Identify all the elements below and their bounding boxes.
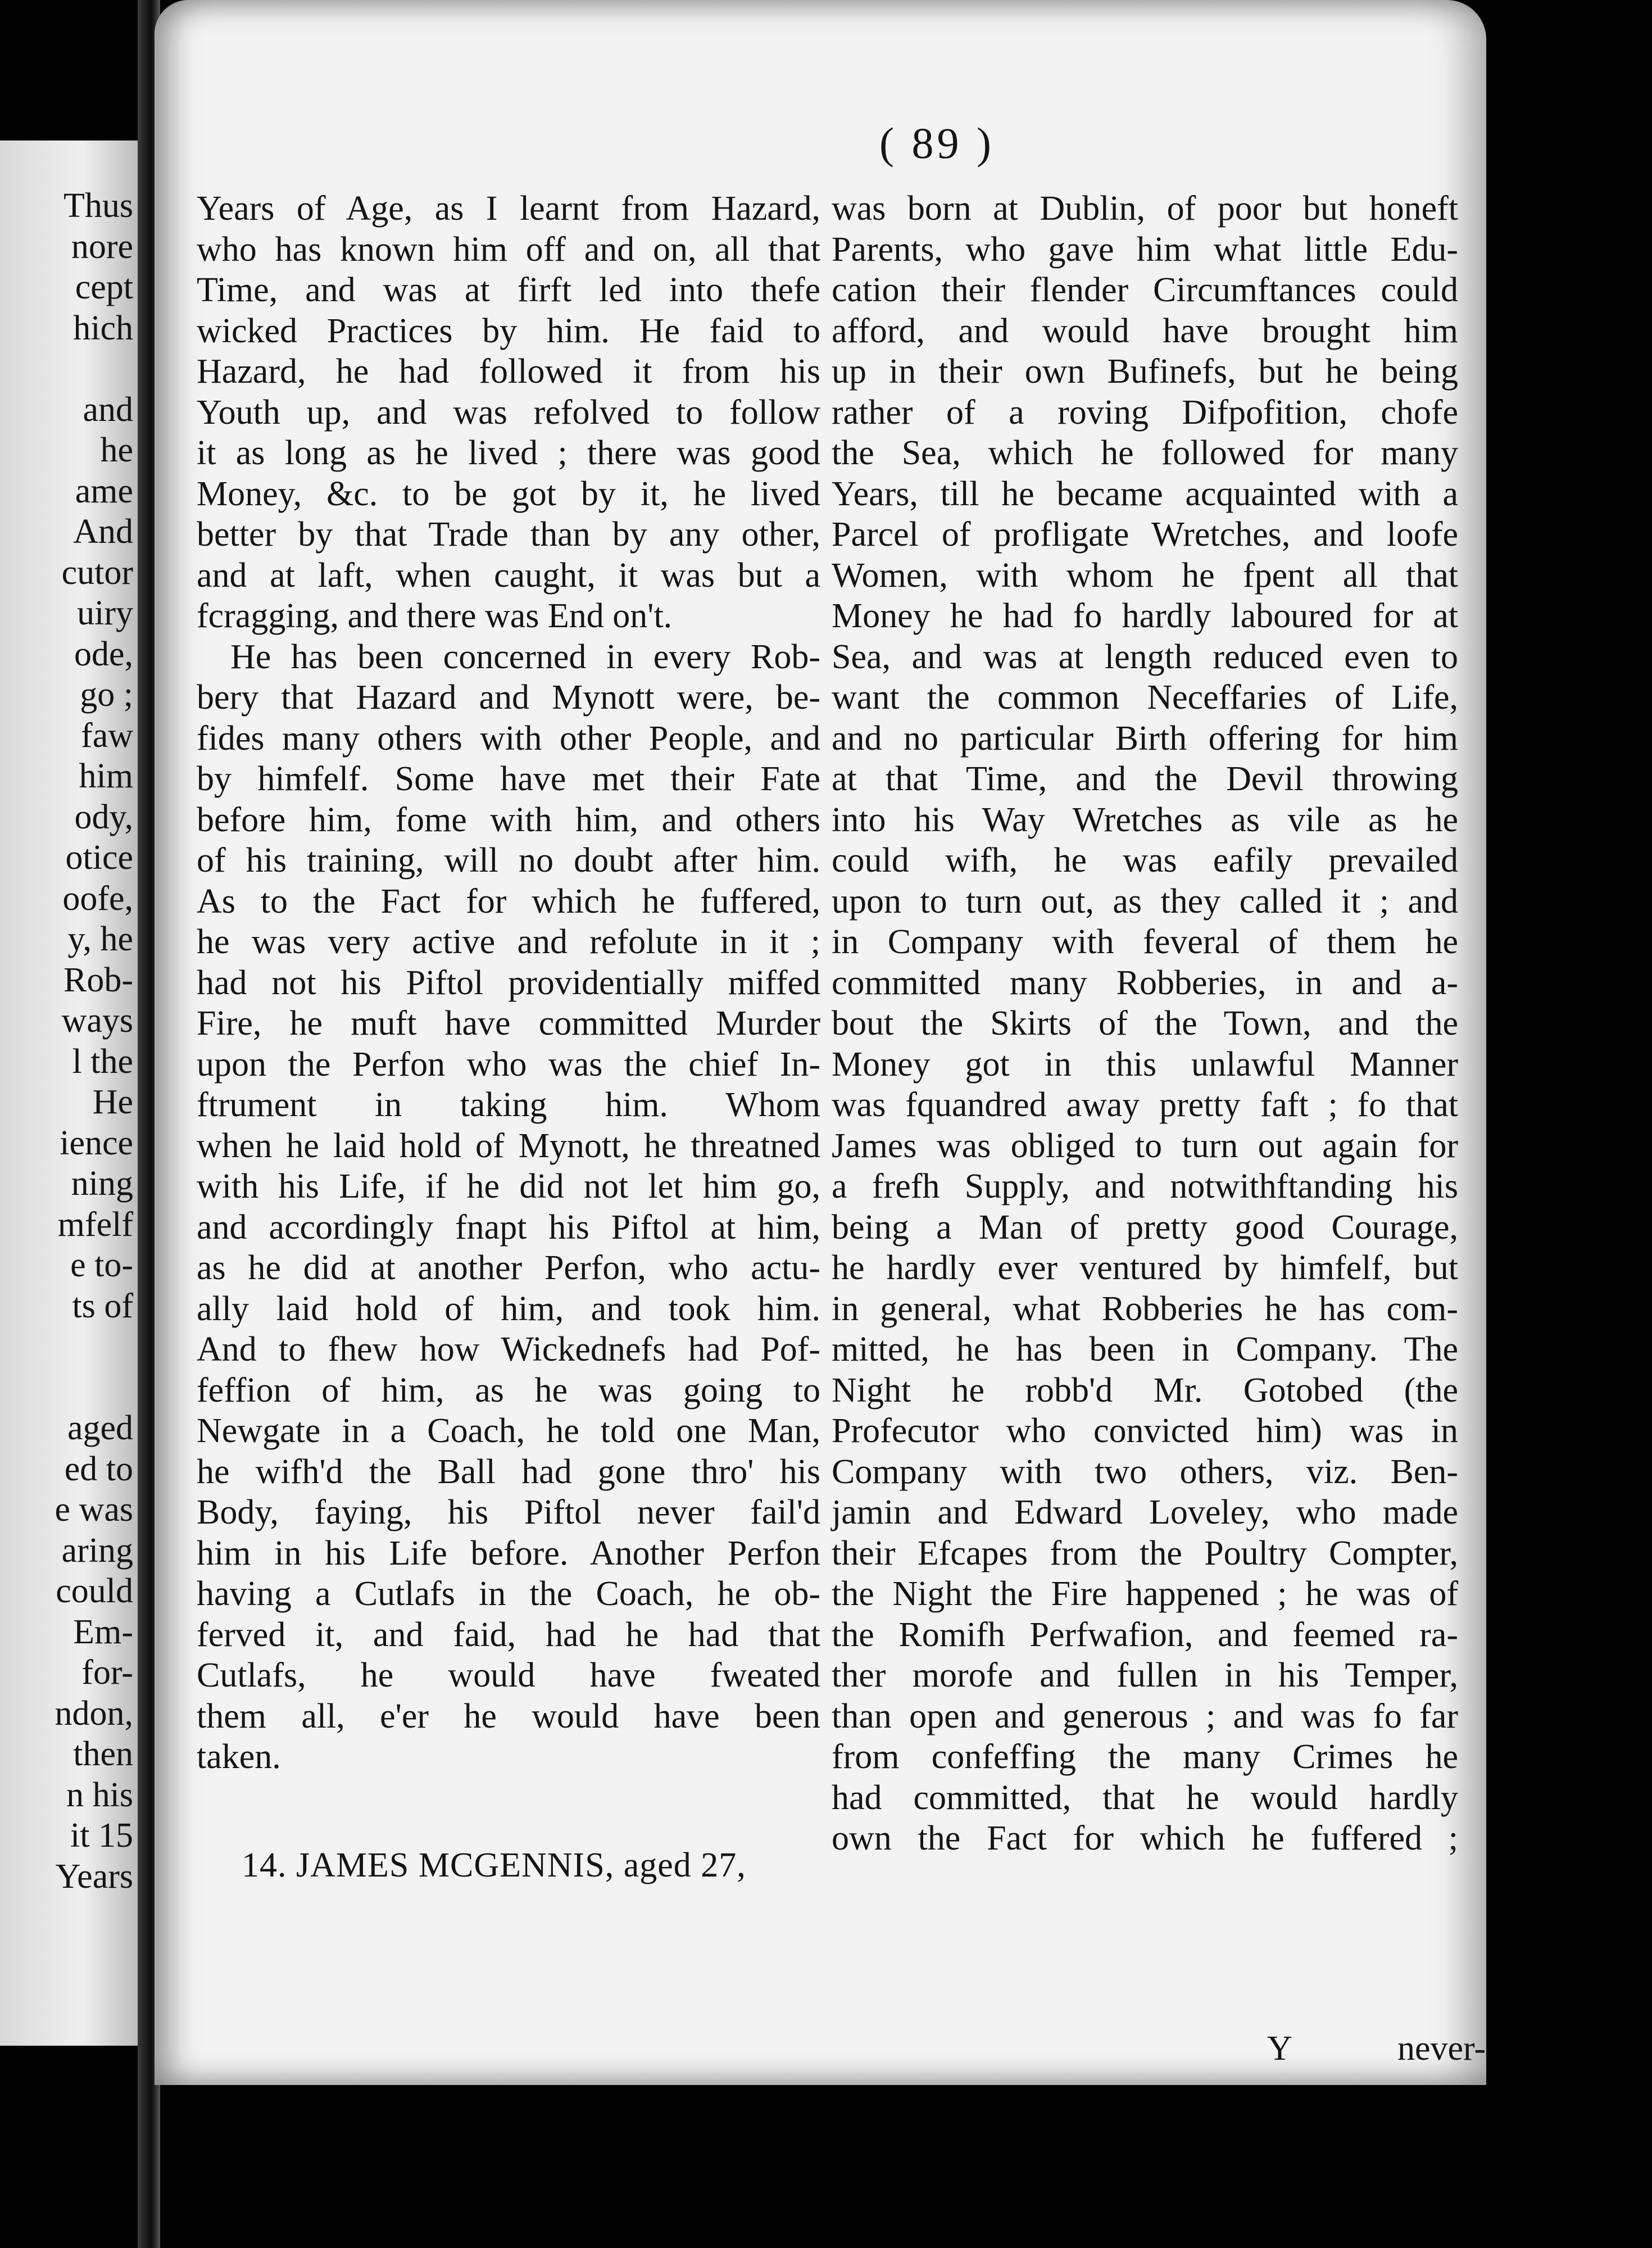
- text-line: as he did at another Perfon, who actu-: [197, 1249, 820, 1287]
- margin-fragment: nore: [71, 227, 133, 266]
- text-line: the Romifh Perfwafion, and feemed ra-: [832, 1615, 1458, 1654]
- left-column: [197, 188, 820, 1886]
- page-number: ( 89 ): [879, 119, 995, 167]
- text-line: cation their flender Circumftances could: [832, 271, 1458, 309]
- text-line: Night he robb'd Mr. Gotobed (the: [832, 1371, 1458, 1409]
- text-line: Youth up, and was refolved to follow: [197, 393, 820, 432]
- margin-fragment: ode,: [74, 634, 133, 673]
- text-line: taken.: [197, 1738, 281, 1776]
- text-line: upon the Perfon who was the chief In-: [197, 1045, 820, 1084]
- text-line: And to fhew how Wickednefs had Pof-: [197, 1330, 820, 1368]
- margin-fragment: aged: [67, 1409, 133, 1447]
- margin-fragment: faw: [81, 716, 133, 755]
- text-line: Newgate in a Coach, he told one Man,: [197, 1412, 820, 1450]
- text-line: upon to turn out, as they called it ; and: [832, 882, 1458, 921]
- text-line: into his Way Wretches as vile as he: [832, 800, 1458, 839]
- text-line: Years, till he became acquainted with a: [832, 474, 1458, 513]
- text-line: he hardly ever ventured by himfelf, but: [832, 1249, 1458, 1287]
- text-line: before him, fome with him, and others: [197, 800, 820, 839]
- margin-fragment: ience: [60, 1123, 133, 1162]
- margin-fragment: Em-: [73, 1612, 133, 1651]
- text-line: their Efcapes from the Poultry Compter,: [832, 1534, 1458, 1572]
- text-line: Hazard, he had followed it from his: [197, 352, 820, 391]
- text-line: Sea, and was at length reduced even to: [832, 637, 1458, 676]
- margin-fragment: And: [73, 513, 133, 551]
- text-line: ally laid hold of him, and took him.: [197, 1289, 820, 1328]
- text-line: when he laid hold of Mynott, he threatned: [197, 1126, 820, 1165]
- margin-fragment: Thus: [63, 187, 133, 225]
- text-line: Parents, who gave him what little Edu-: [832, 230, 1458, 269]
- margin-fragment: for-: [81, 1653, 133, 1692]
- text-line: and accordingly fnapt his Piftol at him,: [197, 1208, 820, 1247]
- text-line: wicked Practices by him. He faid to: [197, 311, 820, 350]
- text-line: mitted, he has been in Company. The: [832, 1330, 1458, 1368]
- text-line: committed many Robberies, in and a-: [832, 963, 1458, 1002]
- text-line: Company with two others, viz. Ben-: [832, 1452, 1458, 1491]
- margin-fragment: go ;: [80, 676, 133, 714]
- text-line: it as long as he lived ; there was good: [197, 434, 820, 472]
- text-line: own the Fact for which he fuffered ;: [832, 1819, 1458, 1857]
- text-line: being a Man of pretty good Courage,: [832, 1208, 1458, 1247]
- signature-mark: Y: [1267, 2029, 1292, 2068]
- margin-fragment: l the: [72, 1042, 133, 1081]
- margin-fragment: uiry: [77, 594, 133, 632]
- text-line: fcragging, and there was End on't.: [197, 597, 673, 635]
- text-line: bery that Hazard and Mynott were, be-: [197, 678, 820, 717]
- text-line: ferved it, and faid, had he had that: [197, 1615, 820, 1654]
- text-line: he wifh'd the Ball had gone thro' his: [197, 1452, 820, 1491]
- text-line: Parcel of profligate Wretches, and loofe: [832, 515, 1458, 554]
- text-line: As to the Fact for which he fuffered,: [197, 882, 820, 921]
- margin-fragment: hich: [73, 309, 133, 347]
- margin-fragment: oofe,: [62, 879, 133, 918]
- text-line: than open and generous ; and was fo far: [832, 1697, 1458, 1735]
- text-line: Body, faying, his Piftol never fail'd: [197, 1493, 820, 1531]
- margin-fragment: He: [92, 1083, 133, 1121]
- text-line: a frefh Supply, and notwithftanding his: [832, 1167, 1458, 1205]
- margin-fragment: cutor: [61, 553, 133, 592]
- facing-page-edge: [0, 140, 138, 2046]
- text-line: of his training, will no doubt after him.: [197, 841, 820, 880]
- text-line: with his Life, if he did not let him go,: [197, 1167, 820, 1205]
- book-page: [155, 0, 1486, 2085]
- text-line: in Company with feveral of them he: [832, 923, 1458, 961]
- text-line: by himfelf. Some have met their Fate: [197, 760, 820, 798]
- text-line: better by that Trade than by any other,: [197, 515, 820, 554]
- text-line: Time, and was at firft led into thefe: [197, 271, 820, 309]
- text-line: fides many others with other People, and: [197, 719, 820, 758]
- text-line: had not his Piftol providentially miffed: [197, 963, 820, 1002]
- margin-fragment: ways: [61, 1001, 133, 1040]
- margin-fragment: he: [100, 431, 133, 469]
- margin-fragment: Years: [55, 1857, 133, 1896]
- margin-fragment: ndon,: [55, 1694, 133, 1733]
- margin-fragment: n his: [66, 1775, 133, 1814]
- margin-fragment: could: [56, 1572, 133, 1610]
- margin-fragment: y, he: [67, 920, 133, 958]
- text-line: was born at Dublin, of poor but honeft: [832, 189, 1458, 228]
- text-line: afford, and would have brought him: [832, 311, 1458, 350]
- margin-fragment: ning: [71, 1164, 133, 1203]
- text-line: James was obliged to turn out again for: [832, 1126, 1458, 1165]
- catchword: never-: [1397, 2029, 1486, 2068]
- text-line: ther morofe and fullen in his Temper,: [832, 1656, 1458, 1694]
- margin-fragment: cept: [75, 268, 133, 306]
- text-line: in general, what Robberies he has com-: [832, 1289, 1458, 1328]
- margin-fragment: then: [73, 1735, 133, 1773]
- text-line: having a Cutlafs in the Coach, he ob-: [197, 1575, 820, 1613]
- text-line: Fire, he muft have committed Murder: [197, 1004, 820, 1043]
- text-line: ftrument in taking him. Whom: [197, 1086, 820, 1124]
- text-line: and no particular Birth offering for him: [832, 719, 1458, 758]
- margin-fragment: and: [83, 390, 133, 429]
- text-line: was fquandred away pretty faft ; fo that: [832, 1086, 1458, 1124]
- margin-fragment: it 15: [70, 1816, 133, 1855]
- text-line: him in his Life before. Another Perfon: [197, 1534, 820, 1572]
- text-line: he was very active and refolute in it ;: [197, 923, 820, 961]
- text-line: want the common Neceffaries of Life,: [832, 678, 1458, 717]
- text-line: jamin and Edward Loveley, who made: [832, 1493, 1458, 1531]
- text-line: rather of a roving Difpofition, chofe: [832, 393, 1458, 432]
- text-line: them all, e'er he would have been: [197, 1697, 820, 1735]
- margin-fragment: e was: [55, 1490, 133, 1529]
- text-line: He has been concerned in every Rob-: [230, 637, 820, 676]
- text-line: the Night the Fire happened ; he was of: [832, 1575, 1458, 1613]
- text-line: Years of Age, as I learnt from Hazard,: [197, 189, 820, 228]
- text-line: had committed, that he would hardly: [832, 1778, 1458, 1817]
- text-line: feffion of him, as he was going to: [197, 1371, 820, 1409]
- text-line: from confeffing the many Crimes he: [832, 1738, 1458, 1776]
- text-line: the Sea, which he followed for many: [832, 434, 1458, 472]
- text-line: Women, with whom he fpent all that: [832, 556, 1458, 595]
- text-line: Money got in this unlawful Manner: [832, 1045, 1458, 1084]
- margin-fragment: aring: [61, 1531, 133, 1570]
- margin-fragment: ody,: [74, 797, 133, 836]
- text-line: and at laft, when caught, it was but a: [197, 556, 820, 595]
- text-line: Profecutor who convicted him) was in: [832, 1412, 1458, 1450]
- text-line: at that Time, and the Devil throwing: [832, 760, 1458, 798]
- text-line: who has known him off and on, all that: [197, 230, 820, 269]
- text-line: up in their own Bufinefs, but he being: [832, 352, 1458, 391]
- text-line: Money, &c. to be got by it, he lived: [197, 474, 820, 513]
- text-line: could wifh, he was eafily prevailed: [832, 841, 1458, 880]
- right-column: [832, 188, 1458, 1859]
- text-line: Money he had fo hardly laboured for at: [832, 597, 1458, 635]
- text-line: bout the Skirts of the Town, and the: [832, 1004, 1458, 1043]
- margin-fragment: ed to: [64, 1449, 133, 1488]
- margin-fragment: ame: [75, 472, 133, 510]
- section-heading: 14. JAMES MCGENNIS, aged 27,: [242, 1846, 746, 1884]
- margin-fragment: mfelf: [57, 1205, 133, 1244]
- margin-fragment: Rob-: [63, 960, 133, 999]
- margin-fragment: e to-: [70, 1246, 133, 1284]
- margin-fragment: him: [79, 757, 133, 795]
- margin-fragment: ts of: [72, 1286, 133, 1325]
- margin-fragment: otice: [65, 839, 133, 877]
- text-line: Cutlafs, he would have fweated: [197, 1656, 820, 1694]
